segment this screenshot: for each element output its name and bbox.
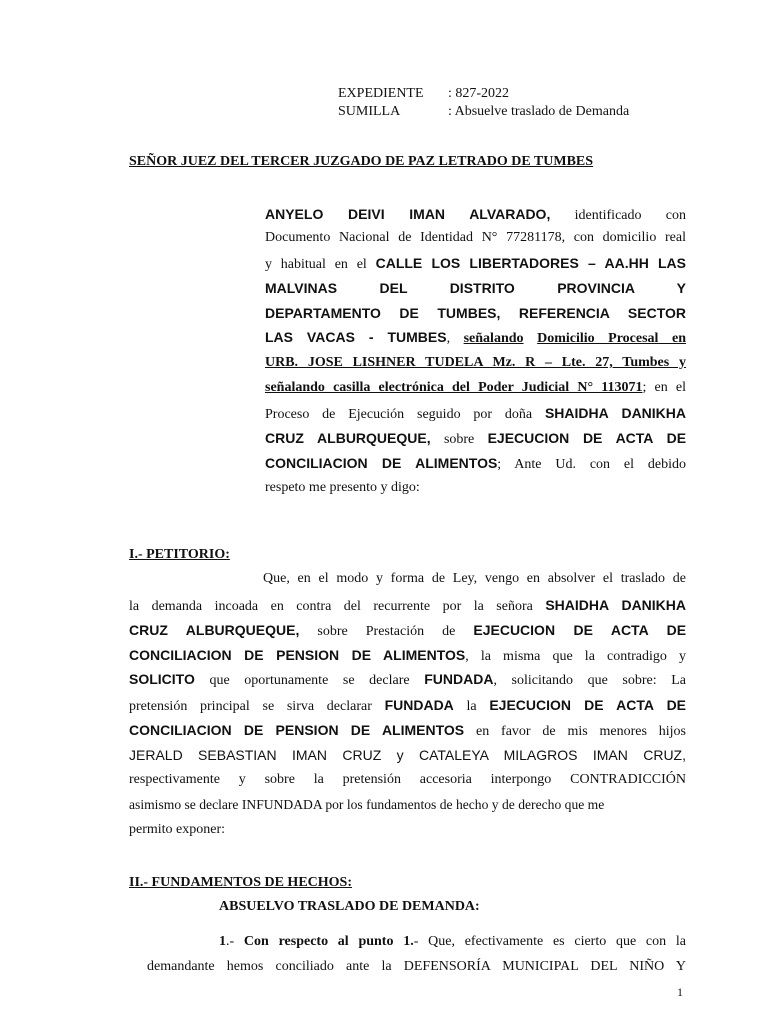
intro-line-3: y habitual en el CALLE LOS LIBERTADORES – AA.HH LAS: [265, 255, 686, 272]
petitorio-line-4: CONCILIACION DE PENSION DE ALIMENTOS, la misma que la contradigo y: [129, 647, 686, 664]
hechos-line-1: 1.- Con respecto al punto 1.- Que, efectivamente es cierto que con la: [219, 934, 686, 949]
sumilla-row: [338, 104, 629, 120]
petitorio-line-7: CONCILIACION DE PENSION DE ALIMENTOS en favor de mis menores hijos: [129, 722, 686, 739]
sumilla-label: SUMILLA: [338, 104, 401, 119]
sumilla-value: : Absuelve traslado de Demanda: [448, 104, 630, 119]
petitorio-line-3: CRUZ ALBURQUEQUE, sobre Prestación de EJECUCION DE ACTA DE: [129, 622, 687, 639]
petitorio-line-1: Que, en el modo y forma de Ley, vengo en absolver el traslado de: [263, 571, 686, 586]
intro-line-12: respeto me presento y digo:: [265, 480, 420, 495]
petitorio-line-5: SOLICITO que oportunamente se declare FUNDADA, solicitando que sobre: La: [129, 671, 687, 688]
intro-line-5: DEPARTAMENTO DE TUMBES, REFERENCIA SECTOR: [265, 305, 686, 321]
hechos-line-2: demandante hemos conciliado ante la DEFENSORÍA MUNICIPAL DEL NIÑO Y: [147, 959, 686, 974]
hechos-heading: II.- FUNDAMENTOS DE HECHOS:: [129, 875, 352, 890]
petitorio-line-6: pretensión principal se sirva declarar FUNDADA la EJECUCION DE ACTA DE: [129, 697, 687, 714]
hechos-subheading: ABSUELVO TRASLADO DE DEMANDA:: [219, 899, 480, 914]
intro-line-9: Proceso de Ejecución seguido por doña SHAIDHA DANIKHA: [265, 405, 687, 422]
intro-line-1: ANYELO DEIVI IMAN ALVARADO, identificado con: [265, 206, 687, 223]
petitorio-line-10: asimismo se declare INFUNDADA por los fundamentos de hecho y de derecho que me: [129, 797, 605, 812]
expediente-label: EXPEDIENTE: [338, 86, 424, 101]
intro-line-7: URB. JOSE LISHNER TUDELA Mz. R – Lte. 27, Tumbes y: [265, 355, 686, 370]
page-number: 1: [677, 985, 683, 999]
intro-line-2: Documento Nacional de Identidad N° 77281178, con domicilio real: [265, 230, 686, 245]
petitorio-line-2: la demanda incoada en contra del recurrente por la señora SHAIDHA DANIKHA: [129, 597, 687, 614]
petitorio-heading: I.- PETITORIO:: [129, 547, 230, 562]
intro-line-10: CRUZ ALBURQUEQUE, sobre EJECUCION DE ACTA DE: [265, 430, 687, 447]
intro-line-8: señalando casilla electrónica del Poder Judicial N° 113071; en el: [265, 380, 686, 395]
intro-line-6: LAS VACAS - TUMBES, señalando Domicilio Procesal en: [265, 329, 686, 346]
intro-line-11: CONCILIACION DE ALIMENTOS; Ante Ud. con el debido: [265, 455, 686, 472]
addressee: SEÑOR JUEZ DEL TERCER JUZGADO DE PAZ LETRADO DE TUMBES: [129, 154, 594, 169]
petitorio-line-11: permito exponer:: [129, 822, 226, 837]
expediente-value: : 827-2022: [448, 86, 510, 101]
intro-line-4: MALVINAS DEL DISTRITO PROVINCIA Y: [265, 280, 686, 296]
petitorio-line-8: JERALD SEBASTIAN IMAN CRUZ y CATALEYA MILAGROS IMAN CRUZ,: [129, 747, 686, 763]
expediente-row: [338, 86, 509, 102]
petitorio-line-9: respectivamente y sobre la pretensión accesoria interpongo CONTRADICCIÓN: [129, 772, 686, 787]
